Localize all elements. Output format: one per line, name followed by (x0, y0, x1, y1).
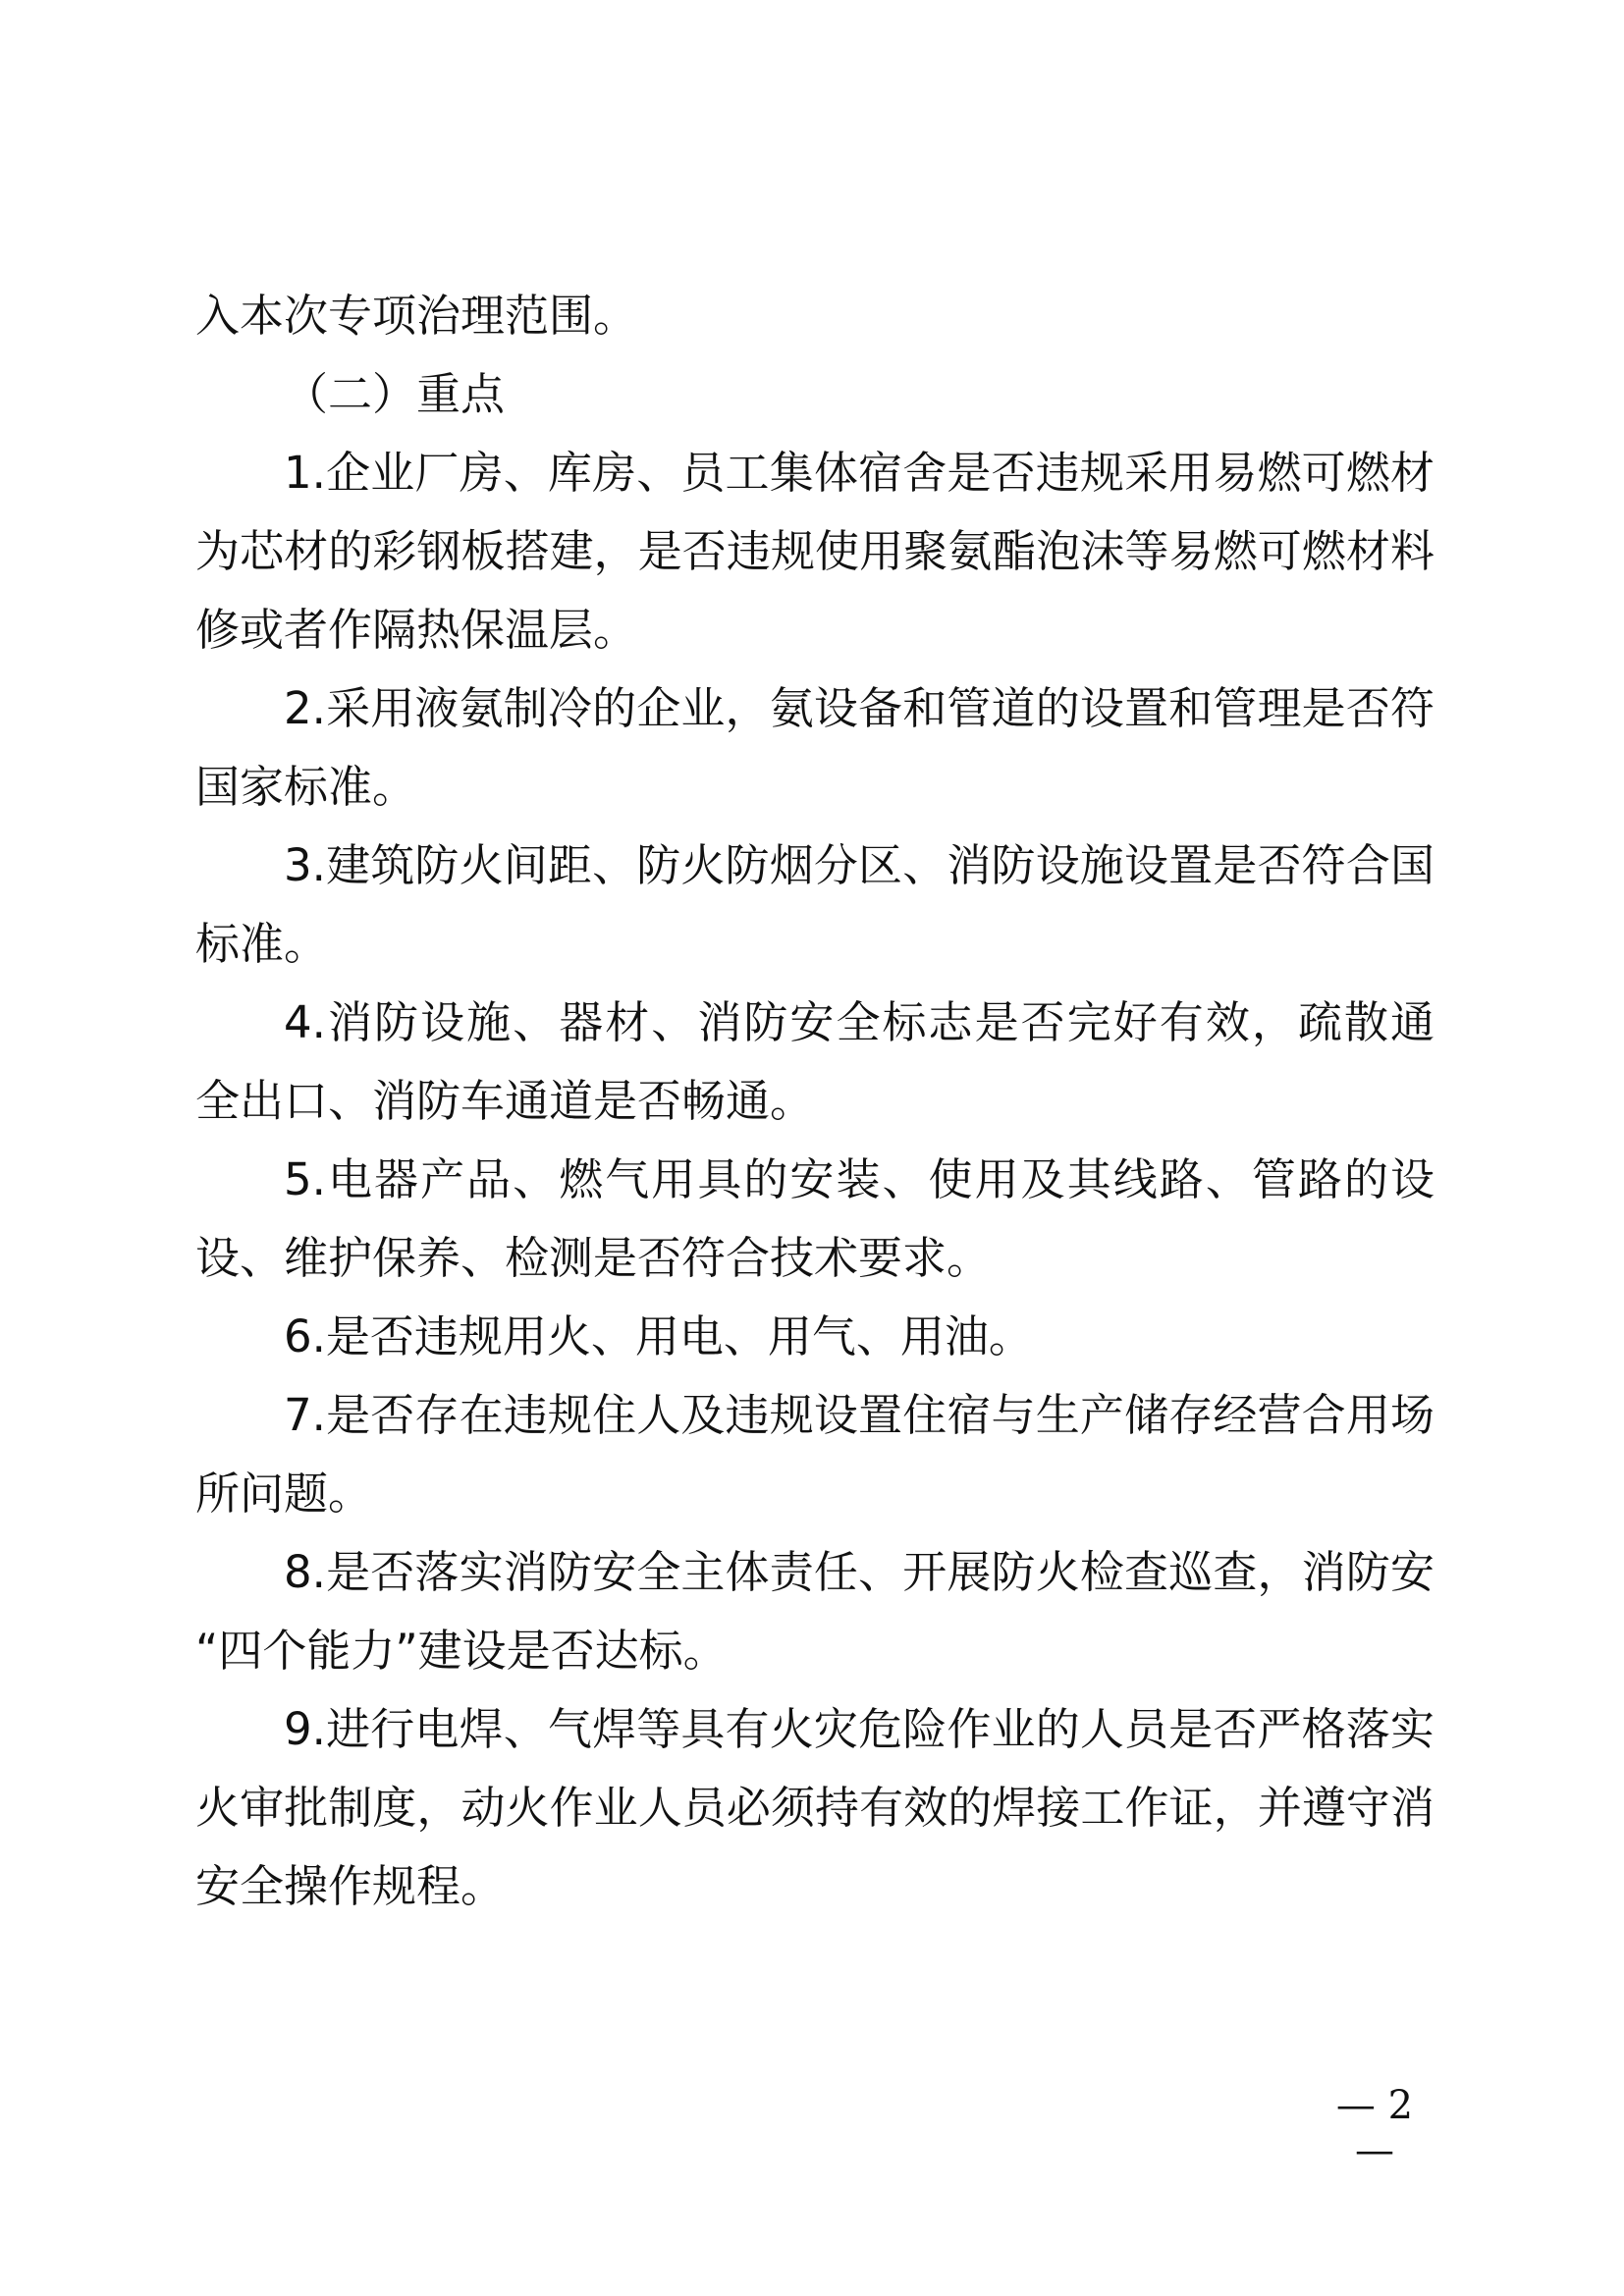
text-line: 5.电器产品、燃气用具的安装、使用及其线路、管路的设 (284, 1153, 1435, 1205)
text-line: 修或者作隔热保温层。 (195, 604, 638, 656)
paragraph (195, 1298, 1435, 1376)
text-line: 9.进行电焊、气焊等具有火灾危险作业的人员是否严格落实 (284, 1703, 1435, 1755)
paragraph (195, 1376, 1435, 1533)
text-line: 安全操作规程。 (195, 1860, 506, 1912)
text-line: （二）重点 (284, 368, 506, 420)
text-line: 全出口、消防车通道是否畅通。 (195, 1075, 815, 1127)
text-line: 6.是否违规用火、用电、用气、用油。 (284, 1310, 1033, 1362)
paragraph (195, 355, 1435, 434)
paragraph (195, 1141, 1435, 1298)
paragraph (195, 669, 1435, 827)
text-line: 入本次专项治理范围。 (195, 290, 638, 342)
paragraph (195, 434, 1435, 669)
text-line: 火审批制度，动火作业人员必须持有效的焊接工作证，并遵守消 (195, 1782, 1435, 1834)
document-body (195, 277, 1435, 1926)
text-line: “四个能力”建设是否达标。 (195, 1625, 728, 1677)
paragraph (195, 277, 1435, 355)
page-number: — 2 — (1335, 2083, 1414, 2173)
paragraph (195, 1690, 1435, 1926)
text-line: 4.消防设施、器材、消防安全标志是否完好有效，疏散通 (284, 996, 1435, 1048)
text-line: 标准。 (195, 918, 329, 970)
text-line: 7.是否存在违规住人及违规设置住宿与生产储存经营合用场 (284, 1389, 1435, 1441)
text-line: 1.企业厂房、库房、员工集体宿舍是否违规采用易燃可燃材 (284, 447, 1435, 499)
text-line: 所问题。 (195, 1468, 373, 1520)
text-line: 8.是否落实消防安全主体责任、开展防火检查巡查，消防安 (284, 1546, 1435, 1598)
paragraph (195, 827, 1435, 984)
text-line: 2.采用液氨制冷的企业，氨设备和管道的设置和管理是否符 (284, 682, 1435, 734)
paragraph (195, 1533, 1435, 1690)
paragraph (195, 984, 1435, 1141)
text-line: 国家标准。 (195, 761, 417, 813)
text-line: 为芯材的彩钢板搭建，是否违规使用聚氨酯泡沫等易燃可燃材料 (195, 525, 1435, 577)
text-line: 3.建筑防火间距、防火防烟分区、消防设施设置是否符合国 (284, 839, 1435, 891)
text-line: 设、维护保养、检测是否符合技术要求。 (195, 1232, 992, 1284)
